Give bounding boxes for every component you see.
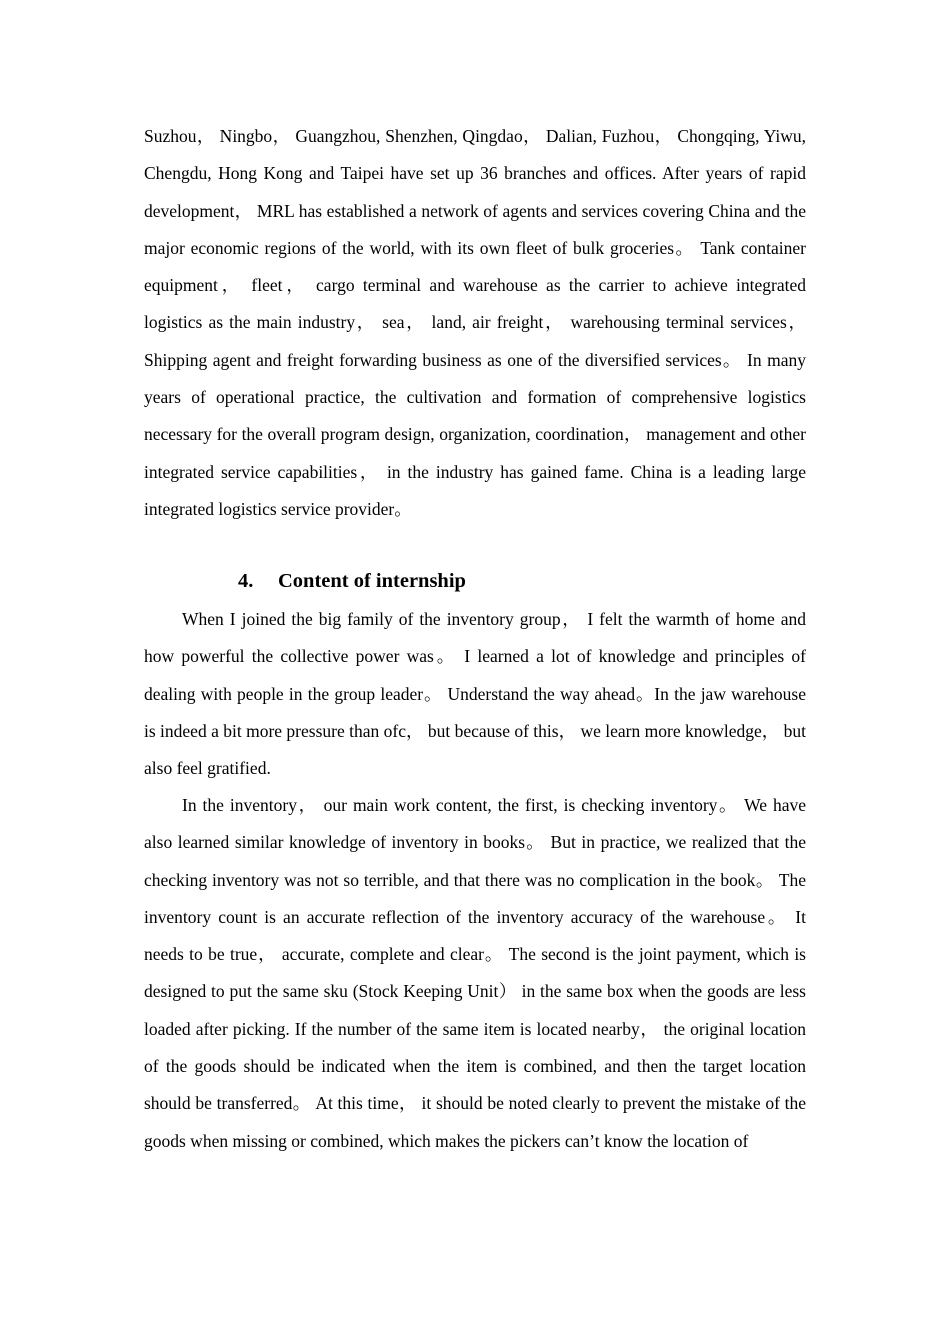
body-paragraph-1: When I joined the big family of the inventory group， I felt the warmth of home and how powerful the collective power was。 I learned a lot of knowledge and principles of dealing with people in the group leader。 Understand the way ahead。In the jaw warehouse is indeed a bit more pressure than ofc， but because of this， we learn more knowledge， but also feel gratified. xyxy=(144,609,806,779)
intro-paragraph: Suzhou， Ningbo， Guangzhou, Shenzhen, Qingdao， Dalian, Fuzhou， Chongqing, Yiwu, Chengdu, Hong Kong and Taipei have set up 36 branches and offices. After years of rapid development， MRL has established a network of agents and services covering China and the major economic regions of the world, with its own fleet of bulk groceries。 Tank container equipment， fleet， cargo terminal and warehouse as the carrier to achieve integrated logistics as the main industry， sea， land, air freight， warehousing terminal services， Shipping agent and freight forwarding business as one of the diversified services。 In many years of operational practice, the cultivation and formation of comprehensive logistics necessary for the overall program design, organization, coordination， management and other integrated service capabilities， in the industry has gained fame. China is a leading large integrated logistics service provider。 xyxy=(144,126,806,519)
section-number: 4. xyxy=(238,570,254,592)
body-paragraph-2: In the inventory， our main work content, the first, is checking inventory。 We have also learned similar knowledge of inventory in books。 But in practice, we realized that the checking inventory was not so terrible, and that there was no complication in the book。 The inventory count is an accurate reflection of the inventory accuracy of the warehouse。 It needs to be true， accurate, complete and clear。 The second is the joint payment, which is designed to put the same sku (Stock Keeping Unit） in the same box when the goods are less loaded after picking. If the number of the same item is located nearby， the original location of the goods should be indicated when the item is combined, and then the target location should be transferred。 At this time， it should be noted clearly to prevent the mistake of the goods when missing or combined, which makes the pickers can’t know the location of xyxy=(144,795,806,1151)
section-heading xyxy=(238,566,466,596)
section-title: Content of internship xyxy=(278,570,466,592)
